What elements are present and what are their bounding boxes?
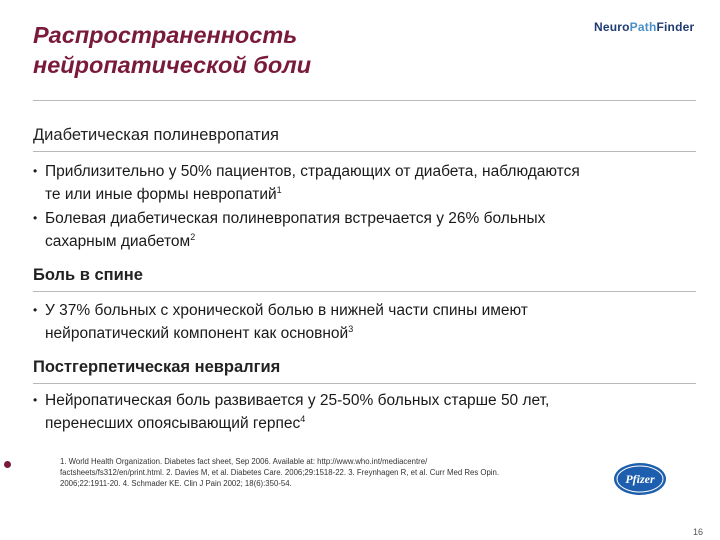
pfizer-logo [613, 462, 667, 496]
neuropathfinder-logo [594, 20, 694, 40]
logo-part-neuro: Neuro [594, 20, 630, 34]
bullet-dot-icon: • [33, 393, 38, 407]
page-number: 16 [693, 527, 704, 537]
logo-part-path: Path [629, 20, 657, 34]
section-divider [33, 151, 696, 152]
section-heading-postherpetic: Постгерпетическая невралгия [33, 358, 281, 376]
logo-part-finder: Finder [656, 20, 695, 34]
reference-marker: 2 [190, 232, 196, 242]
bullet-item [33, 391, 683, 433]
slide-title: Распространенность нейропатической боли [33, 22, 312, 78]
bullet-text: Болевая диабетическая полиневропатия встречается у 26% больных сахарным диабетом [45, 210, 546, 250]
bullet-text: У 37% больных с хронической болью в нижней части спины имеют нейропатический компонент как основной [45, 302, 528, 342]
reference-marker: 3 [348, 324, 354, 334]
reference-marker: 4 [300, 414, 306, 424]
reference-dot-icon [4, 461, 11, 468]
references-footnote: 1. World Health Organization. Diabetes fact sheet, Sep 2006. Available at: http://www.who.int/mediacentre/ factsheets/fs312/en/print.html. 2. Davies M, et al. Diabetes Care. 2006;29:1518-22. 3. Freynhagen R, et al. Curr Med Res Opin. 2006;22:1911-20. 4. Schmader KE. Clin J Pain 2002; 18(6):350-54. [60, 457, 500, 488]
bullet-item [33, 209, 683, 251]
section-divider [33, 383, 696, 384]
bullet-text: Нейропатическая боль развивается у 25-50% больных старше 50 лет, перенесших опоясывающий герпес [45, 392, 550, 432]
bullet-dot-icon: • [33, 164, 38, 178]
title-divider [33, 100, 696, 101]
bullet-text: Приблизительно у 50% пациентов, страдающих от диабета, наблюдаются те или иные формы невропатий [45, 163, 580, 203]
section-heading-back-pain: Боль в спине [33, 266, 143, 284]
bullet-item [33, 301, 683, 343]
reference-marker: 1 [276, 185, 282, 195]
pfizer-logo-text: Pfizer [625, 472, 655, 486]
bullet-dot-icon: • [33, 211, 38, 225]
bullet-dot-icon: • [33, 303, 38, 317]
bullet-item [33, 162, 683, 204]
section-heading-diabetic: Диабетическая полиневропатия [33, 126, 279, 144]
section-divider [33, 291, 696, 292]
